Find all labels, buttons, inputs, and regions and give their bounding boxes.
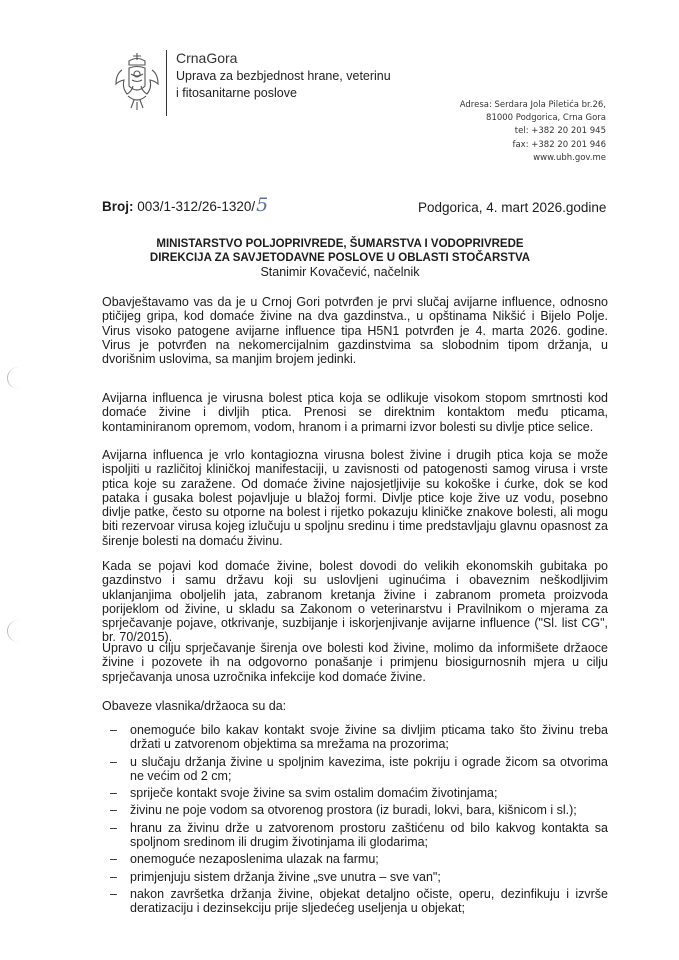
recipient-directorate: DIREKCIJA ZA SAVJETODAVNE POSLOVE U OBLASTI STOČARSTVA — [149, 252, 531, 264]
document-date: Podgorica, 4. mart 2026.godine — [418, 200, 607, 215]
punch-hole-mark — [7, 367, 30, 389]
list-item: – živinu ne poje vodom sa otvorenog prostora (iz buradi, lokvi, bara, kišnicom i sl.); — [102, 803, 608, 817]
punch-hole-mark — [7, 620, 30, 642]
broj-label: Broj: — [102, 199, 134, 214]
list-item: – u slučaju držanja živine u spoljnim kavezima, iste pokriju i ograde žicom sa otvorima ne većim od 2 cm; — [102, 755, 608, 784]
list-item: – onemoguće bilo kakav kontakt svoje živine sa divljim pticama tako što živinu treba držati u zatvorenom objektima sa mrežama na prozorima; — [102, 723, 608, 752]
body-paragraph-5: Upravo u cilju sprječavanje širenja ove bolesti kod živine, molimo da informišete držaoce živine i pozovete ih na odgovorno ponašanje i primjenu biosigurnosnih mjera u cilju sprječavanja unosa uzročnika infekcije kod domaće živine. — [102, 641, 608, 684]
list-item: – hranu za živinu drže u zatvorenom prostoru zaštićenu od bilo kakvog kontakta sa spoljnom sredinom ili drugim životinjama ili glodarima; — [102, 821, 608, 850]
broj-handwritten-digit: 5 — [256, 194, 269, 216]
country-name: CrnaGora — [176, 50, 238, 66]
recipient-person: Stanimir Kovačević, načelnik — [260, 265, 420, 279]
institution-line1: Uprava za bezbjednost hrane, veterinu — [176, 69, 391, 83]
header-divider — [166, 50, 167, 116]
institution-line2: i fitosanitarne poslove — [176, 86, 297, 100]
body-paragraph-3: Avijarna influenca je vrlo kontagiozna virusna bolest živine i drugih ptica koja se može ispoljiti u različitoj kliničkoj manifestaciji, u zavisnosti od patogenosti samog virusa i vrste ptica koje su zaražene. Od domaće živine najosjetljivije su kokoške i ćurke, dok se kod pataka i gusaka bolest pojavljuje u blažoj formi. Divlje ptice koje žive uz vodu, posebno divlje patke, često su otporne na bolest i rijetko pokazuju kliničke znakove bolesti, ali mogu biti rezervoar virusa kojeg izlučuju u spoljnu sredinu i time predstavljaju glavnu opasnost za širenje bolesti na domaću živinu. — [102, 448, 608, 548]
body-paragraph-2: Avijarna influenca je virusna bolest ptica koja se odlikuje visokom stopom smrtnosti kod domaće živine i divljih ptica. Prenosi se direktnim kontaktom među pticama, kontaminiranom opremom, vodom, hranom i a primarni izvor bolesti su divlje ptice selice. — [102, 391, 608, 434]
address-fax: fax: +382 20 201 946 — [512, 139, 606, 150]
list-item: – nakon završetka držanja živine, objekat detaljno očiste, operu, dezinfikuju i izvrše deratizaciju i dezinsekciju prije sljedećeg useljenja u objekat; — [102, 887, 608, 916]
body-paragraph-4: Kada se pojavi kod domaće živine, bolest dovodi do velikih ekonomskih gubitaka po gazdinstvo i samu državu koji su uslovljeni uginućima i obaveznim neškodljivim uklanjanjima oboljelih jata, zabranom kretanja živine i zabranom prometa proizvoda porijeklom od živine, u skladu sa Zakonom o veterinarstvu i Pravilnikom o mjerama za sprječavanje pojave, otkrivanje, suzbijanje i iskorjenjivanje avijarne influence ("Sl. list CG", br. 70/2015). — [102, 559, 608, 645]
broj-value: 003/1-312/26-1320/ — [137, 199, 256, 214]
obligations-list — [102, 723, 608, 919]
body-paragraph-1: Obavještavamo vas da je u Crnoj Gori potvrđen je prvi slučaj avijarne influence, odnosno ptičijeg gripa, kod domaće živine na dva gazdinstva., u opštinama Nikšić i Bijelo Polje. Virus visoko patogene avijarne influence tipa H5N1 potvrđen je 4. marta 2026. godine. Virus je potvrđen na nekomercijalnim gazdinstvima sa slobodnim tipom držanja, u dvorišnim uslovima, sa manjim brojem jedinki. — [102, 295, 608, 367]
address-web: www.ubh.gov.me — [533, 152, 606, 163]
institution-name — [176, 68, 391, 102]
reference-number — [102, 194, 268, 216]
list-item: – onemoguće nezaposlenima ulazak na farmu; — [102, 852, 608, 866]
address-street: Adresa: Serdara Jola Piletića br.26, — [459, 100, 606, 110]
address-city: 81000 Podgorica, Crna Gora — [486, 113, 606, 124]
recipient-ministry: MINISTARSTVO POLJOPRIVREDE, ŠUMARSTVA I VODOPRIVREDE — [156, 238, 524, 250]
coat-of-arms-icon — [112, 52, 162, 112]
list-item: – spriječe kontakt svoje živine sa svim ostalim domaćim životinjama; — [102, 786, 608, 800]
obligations-heading: Obaveze vlasnika/držaoca su da: — [102, 699, 287, 713]
list-item: – primjenjuju sistem držanja živine „sve unutra – sve van"; — [102, 870, 608, 884]
contact-address-block — [460, 99, 606, 165]
address-tel: tel: +382 20 201 945 — [514, 126, 606, 137]
